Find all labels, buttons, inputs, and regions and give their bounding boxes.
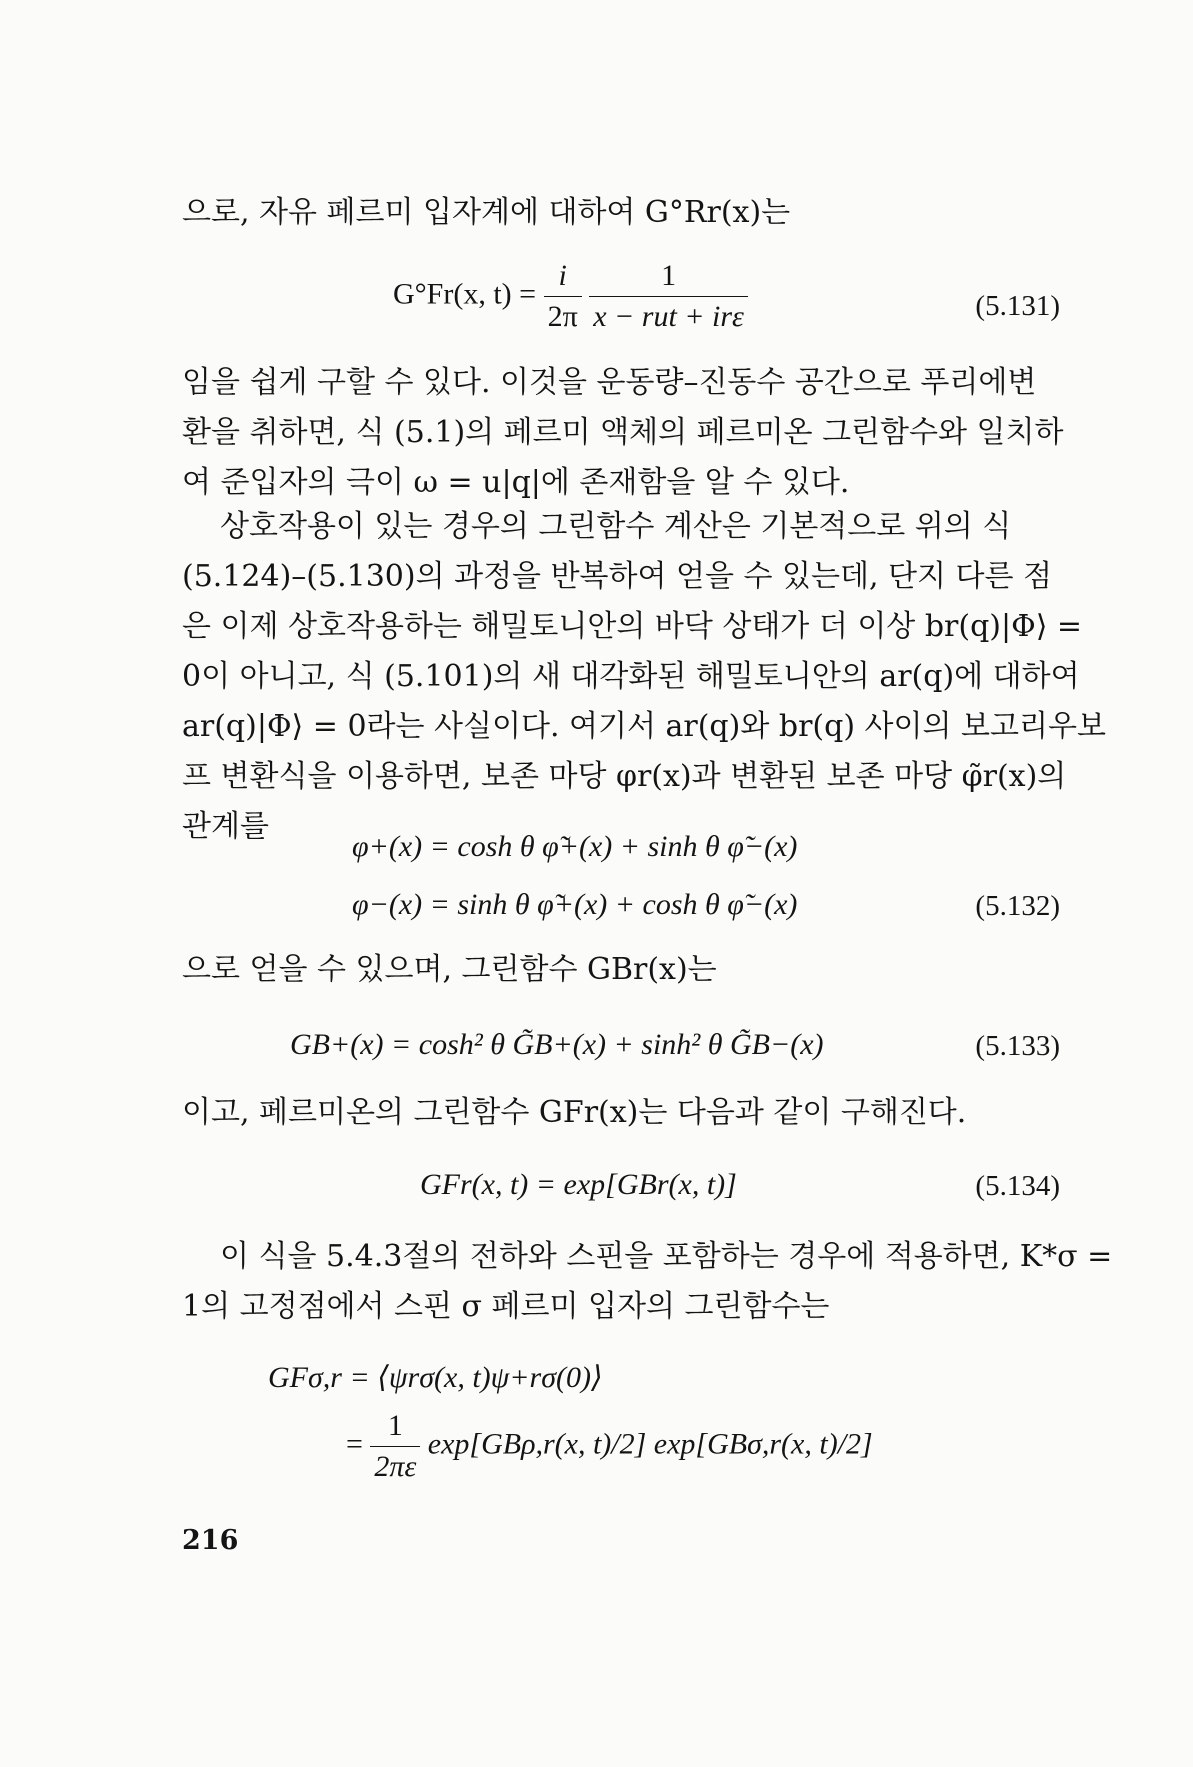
frac-denominator: 2π <box>547 300 578 333</box>
text-line: 으로, 자유 페르미 입자계에 대하여 G°Rr(x)는 <box>182 195 791 230</box>
text-line: (5.124)–(5.130)의 과정을 반복하여 얻을 수 있는데, 단지 다른 점 <box>182 559 1053 594</box>
text-line: 은 이제 상호작용하는 해밀토니안의 바닥 상태가 더 이상 br(q)|Φ⟩ = <box>182 609 1083 644</box>
eq-lhs: G°Fr(x, t) = <box>393 277 544 311</box>
paragraph-fourier <box>182 358 1064 508</box>
equation-number: (5.131) <box>975 290 1060 322</box>
text-line: 상호작용이 있는 경우의 그린함수 계산은 기본적으로 위의 식 <box>220 509 1012 544</box>
frac-numerator: 1 <box>589 258 748 297</box>
eq-exp-product: exp[GBρ,r(x, t)/2] exp[GBσ,r(x, t)/2] <box>427 1427 873 1461</box>
paragraph-spin-charge <box>182 1232 1113 1332</box>
page-number: 216 <box>182 1525 239 1556</box>
frac-numerator: i <box>544 258 582 297</box>
equation-final-line1: GFσ,r = ⟨ψrσ(x, t)ψ+rσ(0)⟩ <box>268 1361 603 1394</box>
text-line: 1의 고정점에서 스핀 σ 페르미 입자의 그린함수는 <box>182 1289 830 1324</box>
paragraph-intro <box>182 188 1060 238</box>
equation-number: (5.132) <box>975 890 1060 922</box>
equation-5-133: GB+(x) = cosh² θ G̃B+(x) + sinh² θ G̃B−(x) <box>290 1028 824 1061</box>
text-line: ar(q)|Φ⟩ = 0라는 사실이다. 여기서 ar(q)와 br(q) 사이의 보고리우보 <box>182 709 1106 744</box>
frac-denominator: 2πε <box>374 1450 417 1483</box>
equation-final-line2 <box>346 1408 873 1485</box>
fraction-1-over-2pi-epsilon <box>370 1408 420 1485</box>
equation-5-132-line2: φ−(x) = sinh θ φ̃+(x) + cosh θ φ̃−(x) <box>352 888 798 921</box>
text-line: 이고, 페르미온의 그린함수 GFr(x)는 다음과 같이 구해진다. <box>182 1095 967 1130</box>
fraction-propagator <box>589 258 748 335</box>
text-line: 으로 얻을 수 있으며, 그린함수 GBr(x)는 <box>182 952 717 987</box>
text-line: 여 준입자의 극이 ω = u|q|에 존재함을 알 수 있다. <box>182 465 850 500</box>
eq-equals: = <box>346 1427 371 1461</box>
frac-numerator: 1 <box>370 1408 420 1447</box>
text-line: 프 변환식을 이용하면, 보존 마당 φr(x)과 변환된 보존 마당 φ̃r(x)의 <box>182 759 1067 794</box>
fraction-i-over-2pi <box>544 258 582 335</box>
equation-5-134: GFr(x, t) = exp[GBr(x, t)] <box>420 1168 737 1201</box>
text-line: 관계를 <box>182 809 269 844</box>
equation-number: (5.134) <box>975 1170 1060 1202</box>
paragraph-interaction <box>182 502 1106 852</box>
equation-number: (5.133) <box>975 1030 1060 1062</box>
paragraph-boson-green <box>182 945 1060 995</box>
frac-denominator: x − rut + irε <box>593 300 744 333</box>
equation-5-132-line1: φ+(x) = cosh θ φ̃+(x) + sinh θ φ̃−(x) <box>352 830 798 863</box>
text-line: 이 식을 5.4.3절의 전하와 스핀을 포함하는 경우에 적용하면, K*σ = <box>220 1239 1113 1274</box>
equation-5-131 <box>393 258 748 335</box>
text-line: 임을 쉽게 구할 수 있다. 이것을 운동량–진동수 공간으로 푸리에변 <box>182 365 1037 400</box>
paragraph-fermion-green <box>182 1088 1060 1138</box>
text-line: 환을 취하면, 식 (5.1)의 페르미 액체의 페르미온 그린함수와 일치하 <box>182 415 1064 450</box>
text-line: 0이 아니고, 식 (5.101)의 새 대각화된 해밀토니안의 ar(q)에 대하여 <box>182 659 1080 694</box>
